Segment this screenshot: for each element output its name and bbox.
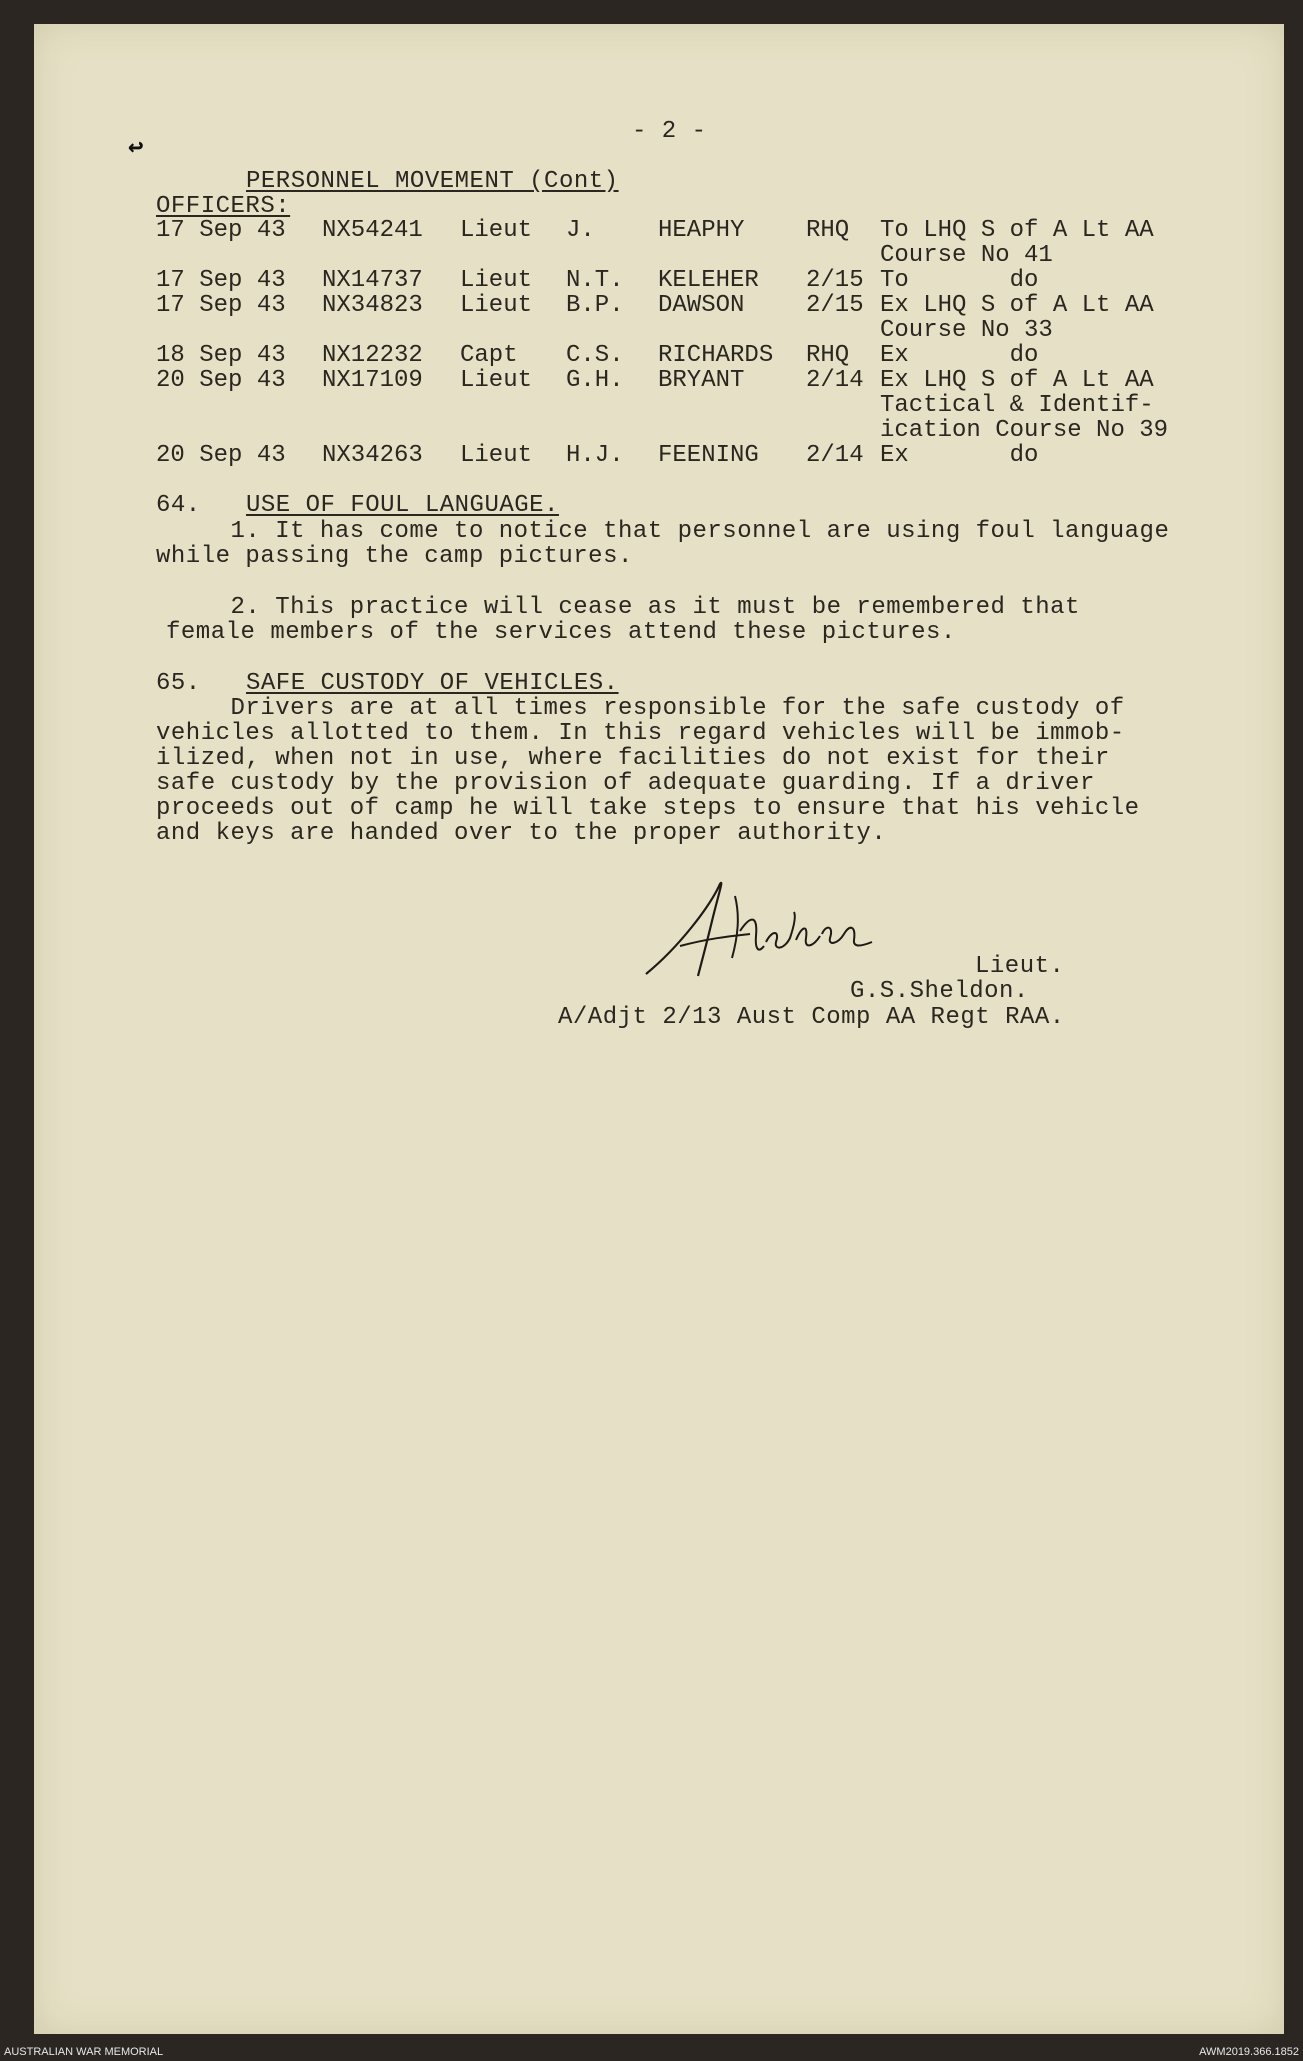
movement-initials: H.J. [566, 442, 624, 469]
para64-number: 64. [156, 492, 201, 519]
movement-unit: 2/14 [806, 442, 864, 469]
para64-line: while passing the camp pictures. [156, 543, 633, 570]
footer-left: AUSTRALIAN WAR MEMORIAL [4, 2046, 164, 2058]
para65-line: ilized, when not in use, where facilities do not exist for their [156, 745, 1110, 772]
movement-detail-line: Tactical & Identif- [880, 392, 1154, 419]
movement-number: NX34823 [322, 292, 423, 319]
movement-row [156, 343, 1240, 368]
signatory-name: G.S.Sheldon. [850, 978, 1029, 1005]
movement-name: KELEHER [658, 267, 759, 294]
footer-right: AWM2019.366.1852 [1199, 2046, 1299, 2058]
movement-unit: 2/15 [806, 267, 864, 294]
movement-detail-line: To LHQ S of A Lt AA [880, 217, 1154, 244]
movement-rank: Capt [460, 342, 518, 369]
handwritten-signature [640, 876, 890, 981]
movement-number: NX54241 [322, 217, 423, 244]
movement-row [156, 368, 1240, 443]
para65-line: vehicles allotted to them. In this regard vehicles will be immob- [156, 720, 1125, 747]
movement-table [156, 218, 1240, 468]
movement-initials: N.T. [566, 267, 624, 294]
movement-date: 17 Sep 43 [156, 267, 286, 294]
movement-initials: B.P. [566, 292, 624, 319]
movement-name: RICHARDS [658, 342, 774, 369]
movement-detail-line: Course No 41 [880, 242, 1053, 269]
movement-initials: C.S. [566, 342, 624, 369]
movement-number: NX34263 [322, 442, 423, 469]
para64-title: USE OF FOUL LANGUAGE. [246, 492, 559, 519]
para65-line: proceeds out of camp he will take steps to ensure that his vehicle [156, 795, 1140, 822]
movement-number: NX12232 [322, 342, 423, 369]
movement-detail-line: Ex LHQ S of A Lt AA [880, 367, 1154, 394]
movement-name: BRYANT [658, 367, 745, 394]
para65-number: 65. [156, 670, 201, 697]
movement-unit: 2/15 [806, 292, 864, 319]
movement-row [156, 443, 1240, 468]
para65-title: SAFE CUSTODY OF VEHICLES. [246, 670, 619, 697]
movement-row [156, 268, 1240, 293]
para64-line: 1. It has come to notice that personnel are using foul language [156, 518, 1170, 545]
movement-detail [880, 343, 1240, 368]
movement-unit: 2/14 [806, 367, 864, 394]
movement-detail [880, 293, 1240, 343]
movement-date: 20 Sep 43 [156, 442, 286, 469]
subsection-officers: OFFICERS: [156, 193, 291, 220]
movement-unit: RHQ [806, 217, 850, 244]
movement-rank: Lieut [460, 267, 533, 294]
movement-unit: RHQ [806, 342, 850, 369]
movement-detail-line: Ex do [880, 342, 1039, 369]
section-title: PERSONNEL MOVEMENT (Cont) [246, 168, 619, 195]
movement-initials: G.H. [566, 367, 624, 394]
movement-rank: Lieut [460, 217, 533, 244]
movement-date: 17 Sep 43 [156, 292, 286, 319]
movement-rank: Lieut [460, 367, 533, 394]
movement-row [156, 218, 1240, 268]
signatory-rank: Lieut. [975, 953, 1065, 980]
movement-number: NX14737 [322, 267, 423, 294]
movement-detail [880, 443, 1240, 468]
movement-name: HEAPHY [658, 217, 745, 244]
movement-number: NX17109 [322, 367, 423, 394]
page-number: - 2 - [632, 118, 707, 145]
movement-detail [880, 368, 1240, 443]
para64-line: 2. This practice will cease as it must be remembered that [156, 594, 1080, 621]
movement-detail-line: Ex LHQ S of A Lt AA [880, 292, 1154, 319]
para64-line: female members of the services attend these pictures. [166, 619, 956, 646]
movement-detail-line: Course No 33 [880, 317, 1053, 344]
movement-detail [880, 268, 1240, 293]
signatory-appointment: A/Adjt 2/13 Aust Comp AA Regt RAA. [558, 1004, 1065, 1031]
movement-detail [880, 218, 1240, 268]
ink-mark: ↩ [128, 133, 144, 163]
para65-line: Drivers are at all times responsible for the safe custody of [156, 695, 1125, 722]
movement-date: 20 Sep 43 [156, 367, 286, 394]
movement-date: 17 Sep 43 [156, 217, 286, 244]
movement-detail-line: To do [880, 267, 1039, 294]
movement-name: FEENING [658, 442, 759, 469]
movement-rank: Lieut [460, 292, 533, 319]
para65-line: safe custody by the provision of adequate guarding. If a driver [156, 770, 1095, 797]
movement-detail-line: Ex do [880, 442, 1039, 469]
movement-row [156, 293, 1240, 343]
para65-line: and keys are handed over to the proper authority. [156, 820, 887, 847]
movement-initials: J. [566, 217, 595, 244]
movement-detail-line: ication Course No 39 [880, 417, 1169, 444]
movement-name: DAWSON [658, 292, 745, 319]
movement-date: 18 Sep 43 [156, 342, 286, 369]
movement-rank: Lieut [460, 442, 533, 469]
